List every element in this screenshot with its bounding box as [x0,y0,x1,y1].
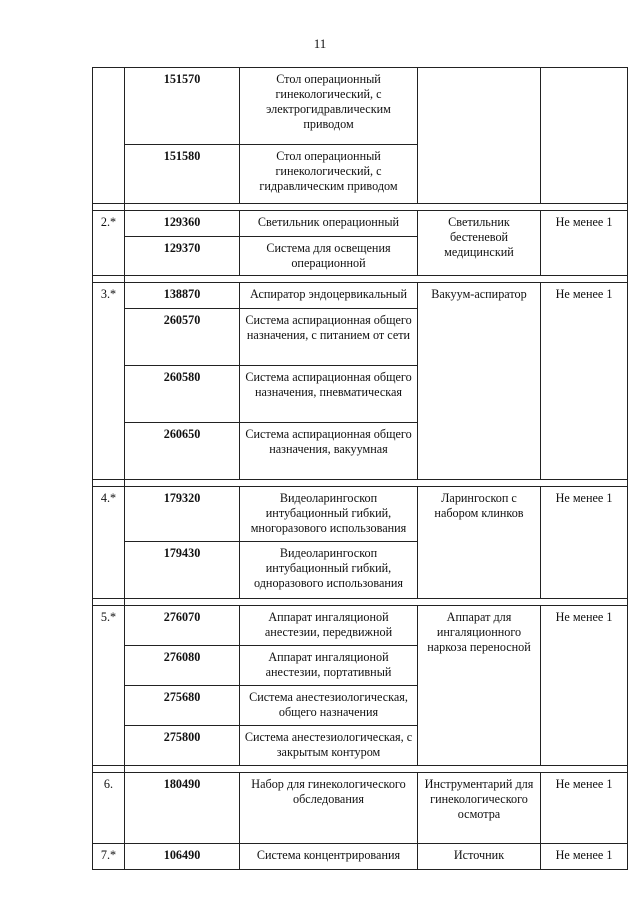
item-code: 260580 [125,366,240,423]
item-name: Видеоларингоскоп интубационный гибкий, одноразового использования [240,542,418,599]
item-name: Аспиратор эндоцервикальный [240,283,418,309]
item-name: Система аспирационная общего назначения, с питанием от сети [240,309,418,366]
item-quantity: Не менее 1 [541,211,628,276]
table-row [93,773,628,844]
item-name: Видеоларингоскоп интубационный гибкий, многоразового использования [240,487,418,542]
table-row [93,606,628,646]
item-code: 180490 [125,773,240,844]
item-name: Аппарат ингаляционой анестезии, передвижной [240,606,418,646]
equipment-table [92,67,628,870]
item-name: Система для освещения операционной [240,237,418,276]
item-quantity: Не менее 1 [541,283,628,480]
item-group: Ларингоскоп с набором клинков [418,487,541,599]
item-group: Инструментарий для гинекологического осмотра [418,773,541,844]
item-group: Аппарат для ингаляционного наркоза переносной [418,606,541,766]
item-number: 6. [93,773,125,844]
item-code: 129370 [125,237,240,276]
item-group [418,68,541,204]
page-number: 11 [313,36,327,51]
item-group: Светильник бестеневой медицинский [418,211,541,276]
item-quantity: Не менее 1 [541,487,628,599]
item-quantity: Не менее 1 [541,844,628,870]
item-code: 260570 [125,309,240,366]
item-name: Аппарат ингаляционой анестезии, портативный [240,646,418,686]
table-row [93,283,628,309]
item-name: Система анестезиологическая, с закрытым контуром [240,726,418,766]
item-number: 4.* [93,487,125,599]
item-code: 106490 [125,844,240,870]
item-quantity [541,68,628,204]
item-quantity: Не менее 1 [541,606,628,766]
table-row [93,487,628,542]
item-code: 151580 [125,145,240,204]
item-name: Набор для гинекологического обследования [240,773,418,844]
item-code: 151570 [125,68,240,145]
item-name: Стол операционный гинекологический, с электрогидравлическим приводом [240,68,418,145]
item-number [93,68,125,204]
item-number: 5.* [93,606,125,766]
item-group: Вакуум-аспиратор [418,283,541,480]
item-name: Светильник операционный [240,211,418,237]
item-name: Система аспирационная общего назначения, пневматическая [240,366,418,423]
item-code: 276070 [125,606,240,646]
item-code: 276080 [125,646,240,686]
item-name: Система анестезиологическая, общего назначения [240,686,418,726]
item-number: 7.* [93,844,125,870]
item-code: 260650 [125,423,240,480]
item-number: 2.* [93,211,125,276]
table-row [93,844,628,870]
item-number: 3.* [93,283,125,480]
item-name: Стол операционный гинекологический, с гидравлическим приводом [240,145,418,204]
item-code: 179430 [125,542,240,599]
item-code: 275680 [125,686,240,726]
item-code: 275800 [125,726,240,766]
table-row [93,68,628,145]
item-code: 138870 [125,283,240,309]
item-group: Источник [418,844,541,870]
table-row [93,211,628,237]
item-name: Система аспирационная общего назначения, вакуумная [240,423,418,480]
item-quantity: Не менее 1 [541,773,628,844]
item-code: 179320 [125,487,240,542]
item-code: 129360 [125,211,240,237]
item-name: Система концентрирования [240,844,418,870]
